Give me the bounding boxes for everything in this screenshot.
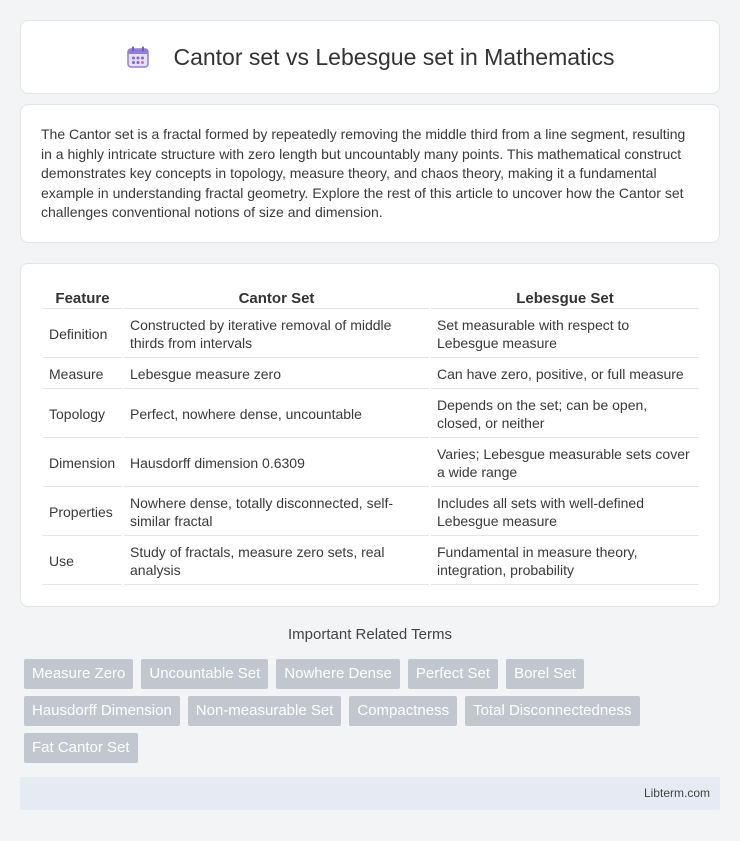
calendar-icon xyxy=(125,44,151,70)
table-cell: Constructed by iterative removal of middle thirds from intervals xyxy=(124,311,429,358)
intro-card xyxy=(20,104,720,243)
table-row xyxy=(43,311,699,358)
tag-nowhere-dense[interactable]: Nowhere Dense xyxy=(276,659,400,689)
table-cell: Fundamental in measure theory, integration, probability xyxy=(431,538,699,585)
table-cell: Use xyxy=(43,538,122,585)
table-cell: Hausdorff dimension 0.6309 xyxy=(124,440,429,487)
table-cell: Dimension xyxy=(43,440,122,487)
table-cell: Definition xyxy=(43,311,122,358)
tag-compactness[interactable]: Compactness xyxy=(349,696,457,726)
table-cell: Can have zero, positive, or full measure xyxy=(431,360,699,389)
tag-uncountable-set[interactable]: Uncountable Set xyxy=(141,659,268,689)
table-row xyxy=(43,538,699,585)
page-title: Cantor set vs Lebesgue set in Mathematics xyxy=(173,43,615,70)
column-header: Lebesgue Set xyxy=(431,286,699,309)
table-cell: Properties xyxy=(43,489,122,536)
table-cell: Varies; Lebesgue measurable sets cover a wide range xyxy=(431,440,699,487)
tag-perfect-set[interactable]: Perfect Set xyxy=(408,659,498,689)
comparison-table xyxy=(41,284,701,587)
table-header-row xyxy=(43,286,699,309)
table-cell: Study of fractals, measure zero sets, real analysis xyxy=(124,538,429,585)
table-cell: Set measurable with respect to Lebesgue measure xyxy=(431,311,699,358)
title-card xyxy=(20,20,720,94)
tag-total-disconnectedness[interactable]: Total Disconnectedness xyxy=(465,696,639,726)
intro-text: The Cantor set is a fractal formed by repeatedly removing the middle third from a line segment, resulting in a highly intricate structure with zero length but uncountably many points. This mathematical construct demonstrates key concepts in topology, measure theory, and chaos theory, making it a fundamental example in understanding fractal geometry. Explore the rest of this article to uncover how the Cantor set challenges conventional notions of size and dimension. xyxy=(41,126,686,220)
tag-measure-zero[interactable]: Measure Zero xyxy=(24,659,133,689)
tag-hausdorff-dimension[interactable]: Hausdorff Dimension xyxy=(24,696,180,726)
table-row xyxy=(43,489,699,536)
tag-non-measurable-set[interactable]: Non-measurable Set xyxy=(188,696,342,726)
table-cell: Perfect, nowhere dense, uncountable xyxy=(124,391,429,438)
table-row xyxy=(43,391,699,438)
table-cell: Nowhere dense, totally disconnected, self-similar fractal xyxy=(124,489,429,536)
related-terms-heading: Important Related Terms xyxy=(288,626,452,643)
column-header: Feature xyxy=(43,286,122,309)
footer-site-link[interactable]: Libterm.com xyxy=(643,786,710,800)
column-header: Cantor Set xyxy=(124,286,429,309)
table-cell: Topology xyxy=(43,391,122,438)
table-cell: Lebesgue measure zero xyxy=(124,360,429,389)
tag-fat-cantor-set[interactable]: Fat Cantor Set xyxy=(24,733,138,763)
tag-borel-set[interactable]: Borel Set xyxy=(506,659,584,689)
table-row xyxy=(43,360,699,389)
table-cell: Depends on the set; can be open, closed, or neither xyxy=(431,391,699,438)
table-cell: Includes all sets with well-defined Lebesgue measure xyxy=(431,489,699,536)
related-terms-list xyxy=(22,659,722,770)
footer xyxy=(20,777,720,810)
table-cell: Measure xyxy=(43,360,122,389)
table-row xyxy=(43,440,699,487)
comparison-card xyxy=(20,263,720,607)
